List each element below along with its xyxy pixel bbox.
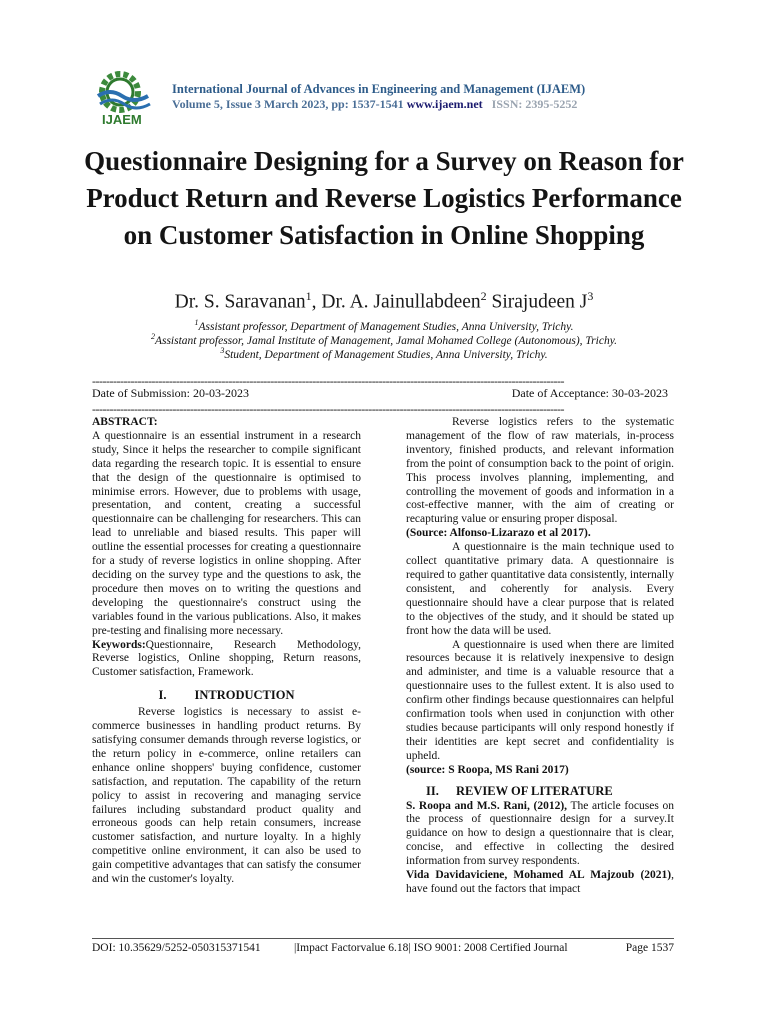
journal-name: International Journal of Advances in Engineering and Management (IJAEM) [172, 82, 586, 96]
author-1: Dr. S. Saravanan [174, 291, 306, 313]
keywords: Keywords:Questionnaire, Research Methodology, Reverse logistics, Online shopping, Return reasons, Customer satisfaction, Framework. [92, 638, 361, 679]
source-1: (Source: Alfonso-Lizarazo et al 2017). [406, 527, 591, 540]
questionnaire-paragraph-2: A questionnaire is used when there are limited resources because it is relatively inexpensive to design and administer, and time is a valuable resource that a questionnaire uses to the fullest extent. It is also used to confirm other findings because questionnaires can helpful confirmation tools when used in conjunction with other studies because participants will only respond honestly if their identities are kept secret and confidentiality is upheld. [406, 638, 674, 762]
author-2: , Dr. A. Jainullabdeen [311, 291, 481, 313]
reverse-logistics-paragraph: Reverse logistics refers to the systematic management of the flow of raw materials, in-process inventory, finished products, and relevant information from the point of consumption back to the point of origin. This process involves planning, implementing, and controlling the movement of goods and information in a cost-effective manner, with the aim of creating or recapturing value or ensuring proper disposal. [406, 416, 674, 526]
footer-rule [92, 938, 674, 939]
abstract-text: A questionnaire is an essential instrument in a research study, Since it helps the researcher to compile significant data regarding the research topic. It is essential to ensure that the design of the questionnaire is optimised to minimise errors. However, due to problems with usage, presentation, and content, creating a successful questionnaire can be challenging for researchers. This can lead to unreliable and biased results. This paper will outline the essential processes for creating a questionnaire for a study of reverse logistics in online shopping. After deciding on the survey type and the questions to ask, the procedure then moves on to writing the questions and developing the questionnaire's construct using the variables found in the various publications. Also, it makes pre-testing and finalising more necessary. [92, 429, 361, 637]
affiliation-2: $^2$Assistant professor, Jamal Institute of Management, Jamal Mohamed College (Autonomous), Trichy. [150, 332, 618, 347]
introduction-text: Reverse logistics is necessary to assist e-commerce businesses in handling product returns. By satisfying consumer demands through reverse logistics, or the return policy in e-commerce, online retailers can enhance online shoppers' buying confidence, customer satisfaction, and reputation. The capability of the return policy to assist in recovering and managing service failures including substandard product quality and erroneous goods can help retain consumers, increase customer satisfaction, and nurture loyalty. In a highly competitive online environment, it can also be used to gain competitive advantages that can satisfy the consumer and win the customer's loyalty. [92, 706, 361, 886]
affiliation-3: $^3$Student, Department of Management Studies, Anna University, Trichy. [220, 346, 548, 361]
authors: Dr. S. Saravanan$^1$, Dr. A. Jainullabdeen$^2$ Sirajudeen $J^3$ [174, 289, 594, 313]
volume-info: Volume 5, Issue 3 March 2023, pp: 1537-1541 [172, 97, 407, 111]
page-number: Page 1537 [625, 942, 674, 954]
right-column [406, 416, 674, 897]
svg-text:IJAEM: IJAEM [102, 112, 142, 127]
page-footer [92, 942, 674, 954]
left-column [92, 416, 361, 887]
paper-title: Questionnaire Designing for a Survey on Reason for Product Return and Reverse Logistics Performance on Customer Satisfaction in Online Shopping [84, 146, 684, 250]
date-acceptance: Date of Acceptance: 30-03-2023 [511, 386, 668, 400]
footer-doi[interactable]: DOI: 10.35629/5252-050315371541 [92, 942, 261, 954]
source-2: (source: S Roopa, MS Rani 2017) [406, 763, 569, 776]
affiliation-1: $^1$Assistant professor, Department of Management Studies, Anna University, Trichy. [194, 318, 574, 333]
journal-logo [90, 66, 164, 130]
journal-meta [172, 97, 577, 112]
author-3: Sirajudeen J [486, 291, 588, 313]
section-literature-heading: II. REVIEW OF LITERATURE [426, 783, 613, 798]
abstract-heading: ABSTRACT: [92, 416, 158, 428]
dates-row [92, 386, 668, 401]
section-introduction-heading: I. INTRODUCTION [158, 688, 295, 703]
literature-ref-2: Vida Davidaviciene, Mohamed AL Majzoub (2021), have found out the factors that impact [406, 869, 674, 895]
separator-bottom: --------------------------------------------------------------------------------------------------------------------------------------- [92, 404, 564, 414]
issn: ISSN: 2395-5252 [491, 97, 578, 111]
journal-website[interactable]: www.ijaem.net [406, 97, 483, 111]
questionnaire-paragraph-1: A questionnaire is the main technique used to collect quantitative primary data. A questionnaire is required to gather quantitative data consistently, internally consistent, and coherently for analysis. Every questionnaire should have a clear purpose that is related to the objectives of the study, and it should be stated up front how the data will be used. [406, 541, 674, 637]
separator-top: --------------------------------------------------------------------------------------------------------------------------------------- [92, 376, 564, 386]
footer-impact: |Impact Factorvalue 6.18| ISO 9001: 2008 Certified Journal [294, 942, 568, 954]
literature-ref-1: S. Roopa and M.S. Rani, (2012), The article focuses on the process of questionnaire design for a survey.It guidance on how to design a questionnaire that is clear, concise, and effective in collecting the desired information from survey respondents. [406, 799, 674, 868]
date-submission: Date of Submission: 20-03-2023 [92, 386, 249, 400]
